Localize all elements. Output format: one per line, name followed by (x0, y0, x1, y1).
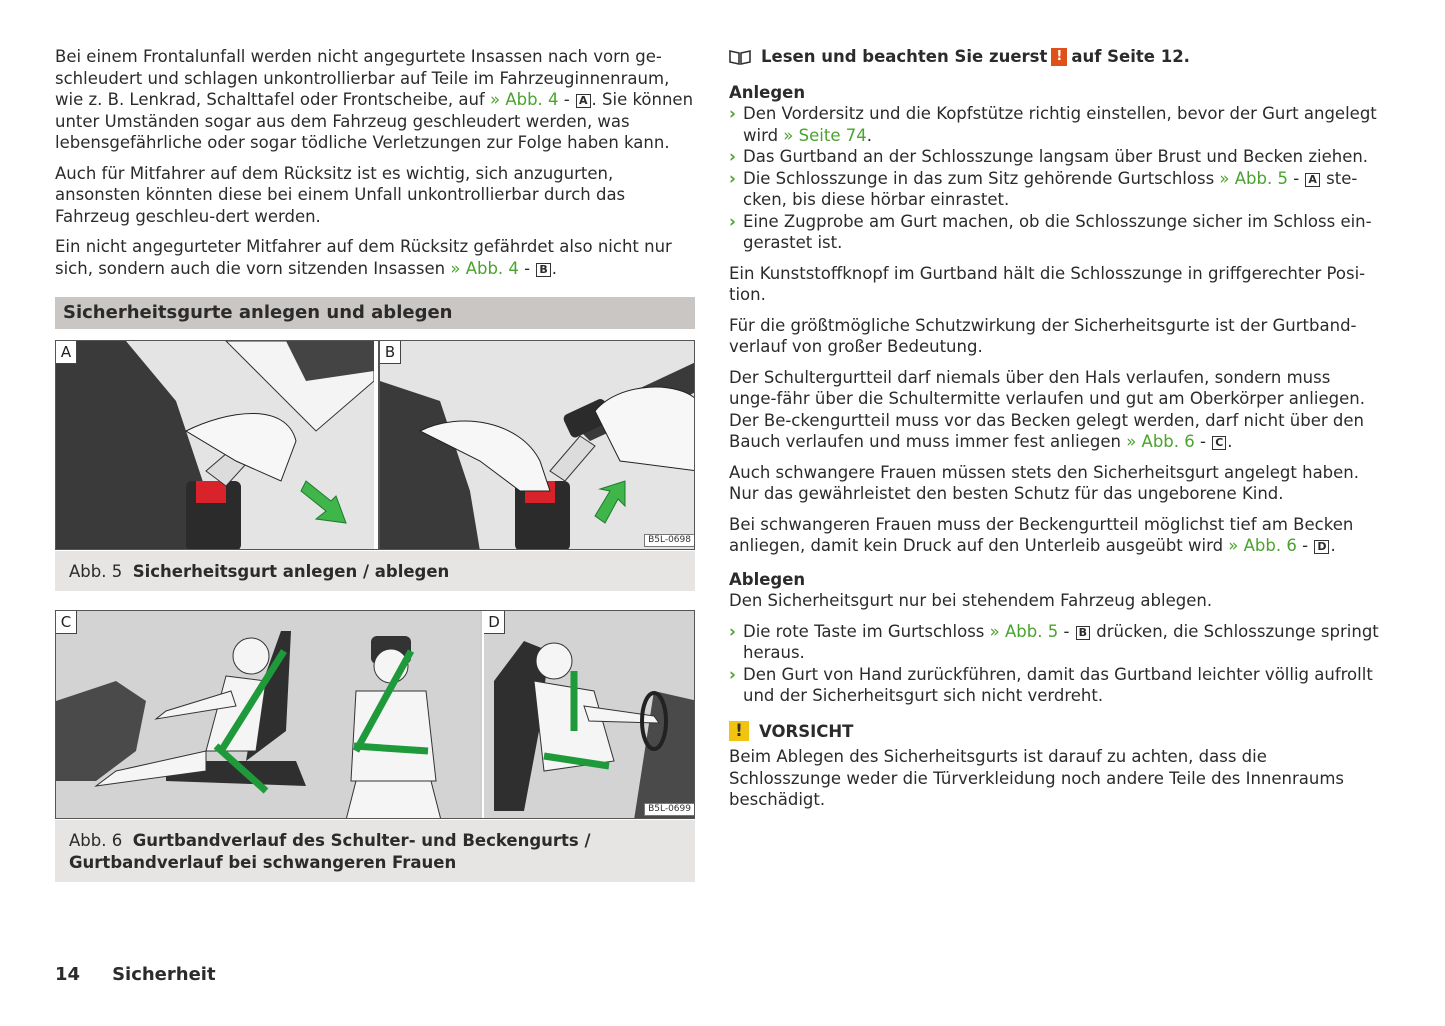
chevron-right-icon: › (729, 621, 736, 641)
paragraph-unbelted-passenger: Ein nicht angegurteter Mitfahrer auf dem Rücksitz gefährdet also nicht nur sich, sondern auch die vorn sitzenden Insassen » Abb. 4 - B . (55, 237, 672, 278)
section-title: Sicherheitsgurte anlegen und ablegen (55, 297, 695, 329)
link-seite-74[interactable]: » Seite 74 (783, 125, 867, 145)
belt-routing-illustration (56, 611, 480, 818)
anlegen-steps (729, 103, 1379, 254)
paragraph-knob: Ein Kunststoffknopf im Gurtband hält die Schlosszunge in griffgerechter Posi-tion. (729, 263, 1366, 304)
read-first-line: Lesen und beachten Sie zuerst ! auf Seite 12. (729, 46, 1379, 68)
paragraph-ablegen-intro: Den Sicherheitsgurt nur bei stehendem Fahrzeug ablegen. (729, 591, 1213, 610)
pregnant-belt-illustration (484, 611, 695, 818)
figure-6 (55, 610, 695, 819)
paragraph-protection: Für die größtmögliche Schutzwirkung der Sicherheitsgurte ist der Gurtband-verlauf von großer Bedeutung. (729, 315, 1357, 356)
footer-section: Sicherheit (112, 964, 216, 985)
key-c: C (1212, 436, 1226, 450)
list-item: › Das Gurtband an der Schlosszunge langsam über Brust und Becken ziehen. (729, 147, 1369, 166)
link-abb-6[interactable]: » Abb. 6 (1228, 536, 1297, 555)
ablegen-steps (729, 621, 1379, 707)
anlegen-heading: Anlegen (729, 82, 806, 102)
figure-label-c: C (56, 611, 77, 634)
figure-6-panel-d (482, 611, 695, 818)
figure-5 (55, 340, 695, 550)
chevron-right-icon: › (729, 147, 736, 166)
chevron-right-icon: › (729, 664, 736, 684)
link-abb-4[interactable]: » Abb. 4 (450, 258, 519, 278)
figure-label-a: A (56, 341, 77, 364)
link-abb-5[interactable]: » Abb. 5 (989, 621, 1059, 641)
figure-label-d: D (484, 611, 505, 634)
warning-icon[interactable]: ! (1051, 48, 1067, 66)
figure-5-panel-a (56, 341, 374, 549)
link-abb-6[interactable]: » Abb. 6 (1126, 432, 1195, 451)
figure-label-b: B (380, 341, 401, 364)
ablegen-heading: Ablegen (729, 569, 806, 589)
paragraph-rear-seat: Auch für Mitfahrer auf dem Rücksitz ist es wichtig, sich anzugurten, ansonsten könnten diese bei einem Unfall unkontrollierbar durch das Fahrzeug geschleu-dert werden. (55, 163, 626, 226)
figure-5-panel-b (378, 341, 695, 549)
paragraph-frontal-crash: Bei einem Frontalunfall werden nicht angegurtete Insassen nach vorn ge-schleudert und schlagen unkontrollierbar auf Teile im Fahrzeuginnenraum, wie z. B. Lenkrad, Schalttafel oder Frontscheibe, auf » Abb. 4 - A . Sie können unter Umständen sogar aus dem Fahrzeug geschleudert werden, was lebensgefährliche oder sogar tödliche Verletzungen zur Folge haben kann. (55, 47, 694, 152)
list-item: › Eine Zugprobe am Gurt machen, ob die Schlosszunge sicher im Schloss ein-gerastet ist. (729, 211, 1372, 252)
key-d: D (1314, 540, 1329, 554)
link-abb-5[interactable]: » Abb. 5 (1219, 168, 1288, 188)
list-item: › Den Gurt von Hand zurückführen, damit das Gurtband leichter völlig aufrollt und der Sicherheitsgurt sich nicht verdreht. (729, 664, 1373, 705)
caution-heading: ! VORSICHT (729, 721, 1379, 743)
chevron-right-icon: › (729, 104, 736, 123)
book-icon (729, 49, 751, 65)
figure-5-caption: Abb. 5 Sicherheitsgurt anlegen / ablegen (55, 551, 695, 591)
buckle-insert-illustration (56, 341, 374, 549)
key-a: A (576, 94, 591, 108)
list-item: › Die Schlosszunge in das zum Sitz gehörende Gurtschloss » Abb. 5 - A ste-cken, bis diese hörbar einrastet. (729, 168, 1358, 209)
paragraph-pregnant-2: Bei schwangeren Frauen muss der Beckengurtteil möglichst tief am Becken anliegen, damit kein Druck auf den Unterleib ausgeübt wird » Abb. 6 - D . (729, 514, 1354, 555)
buckle-release-illustration (380, 341, 695, 549)
page-number: 14 (55, 964, 81, 985)
paragraph-shoulder-belt: Der Schultergurtteil darf niemals über den Hals verlaufen, sondern muss unge-fähr über die Schultermitte verlaufen und gut am Oberkörper anliegen. Der Be-ckengurtteil muss vor das Becken gelegt werden, darf nicht über den Bauch verlaufen und muss immer fest anliegen » Abb. 6 - C . (729, 367, 1365, 451)
list-item: › Die rote Taste im Gurtschloss » Abb. 5 - B drücken, die Schlosszunge springt heraus. (729, 621, 1379, 662)
link-abb-4[interactable]: » Abb. 4 (489, 90, 559, 109)
figure-6-panel-c (56, 611, 480, 818)
key-b: B (1076, 626, 1090, 640)
chevron-right-icon: › (729, 168, 736, 188)
image-id: B5L-0699 (644, 803, 695, 816)
caution-icon: ! (729, 721, 749, 741)
figure-6-caption: Abb. 6 Gurtbandverlauf des Schulter- und Beckengurts / Gurtbandverlauf bei schwangeren Frauen (55, 820, 695, 882)
image-id: B5L-0698 (644, 534, 695, 547)
left-column (55, 46, 695, 288)
caution-text: Beim Ablegen des Sicherheitsgurts ist darauf zu achten, dass die Schlosszunge weder die Türverkleidung noch andere Teile des Innenraums beschädigt. (729, 747, 1345, 809)
page-footer (55, 964, 248, 986)
key-a: A (1305, 173, 1320, 187)
paragraph-pregnant-1: Auch schwangere Frauen müssen stets den Sicherheitsgurt angelegt haben. Nur das gewährleistet den besten Schutz für das ungeborene Kind. (729, 462, 1360, 503)
list-item: › Den Vordersitz und die Kopfstütze richtig einstellen, bevor der Gurt angelegt wird » Seite 74. (729, 104, 1377, 145)
key-b: B (536, 263, 550, 277)
chevron-right-icon: › (729, 211, 736, 231)
right-column (729, 46, 1379, 820)
